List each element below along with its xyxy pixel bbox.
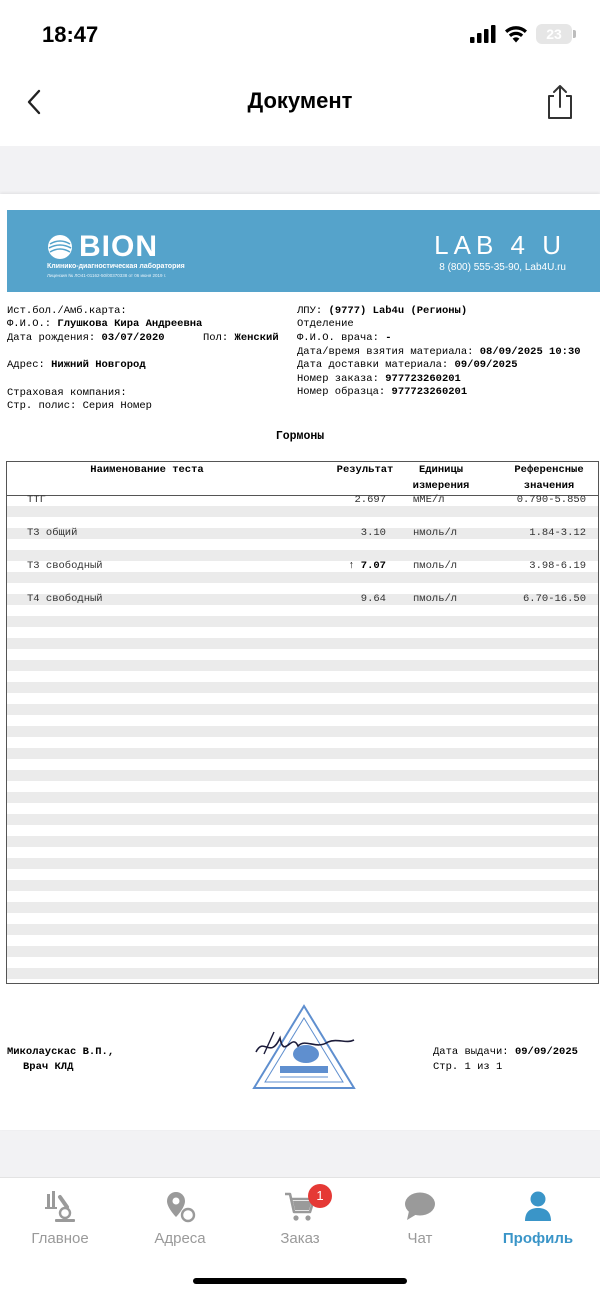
lpu-line — [297, 305, 467, 317]
sex-label: Пол: — [203, 332, 229, 344]
signature-doctor — [7, 1045, 114, 1075]
test-result: 9.64 — [360, 593, 386, 605]
test-name: Т4 свободный — [27, 593, 103, 605]
address-label: Адрес: — [7, 359, 45, 371]
bion-license: Лицензия № ЛО41-01162-50/00370338 от 06 июня 2019 г. — [47, 273, 167, 278]
page-counter: Стр. 1 из 1 — [433, 1061, 503, 1073]
signature-issue — [433, 1045, 578, 1075]
tab-addresses-label: Адреса — [154, 1230, 206, 1247]
lab4u-contacts: 8 (800) 555-35-90, Lab4U.ru — [439, 262, 566, 273]
top-gray-band — [0, 146, 600, 194]
status-time: 18:47 — [42, 22, 99, 47]
col-units-header-1: Единицы — [418, 464, 464, 476]
tab-profile[interactable] — [478, 1188, 598, 1252]
tab-order-label: Заказ — [280, 1230, 320, 1247]
sample-label: Номер образца: — [297, 386, 386, 398]
test-unit: пмоль/л — [413, 593, 458, 605]
test-unit: пмоль/л — [413, 560, 458, 572]
tab-home[interactable] — [0, 1188, 120, 1252]
tab-chat[interactable] — [360, 1188, 480, 1252]
col-ref-header-2: значения — [523, 480, 575, 492]
lab-document[interactable] — [0, 194, 600, 1130]
test-result-high — [348, 560, 386, 572]
issue-date: 09/09/2025 — [514, 1046, 578, 1058]
col-units-header — [403, 462, 479, 494]
delivered-label: Дата доставки материала: — [297, 359, 449, 371]
patient-name-line — [7, 318, 202, 330]
order-label: Номер заказа: — [297, 373, 379, 385]
taken-line — [297, 346, 581, 358]
test-result: 2.697 — [354, 494, 386, 506]
page-title: Документ — [247, 88, 353, 113]
sex-value: Женский — [234, 332, 279, 344]
table-row — [7, 495, 598, 506]
col-units-header-2: измерения — [412, 480, 470, 492]
issue-date-line — [433, 1045, 578, 1060]
insurer-label: Страховая компания: — [7, 387, 127, 399]
doctor-line — [297, 332, 392, 344]
status-bar — [0, 0, 600, 70]
tab-profile-label: Профиль — [502, 1230, 574, 1247]
home-indicator — [193, 1278, 407, 1284]
test-reference: 3.98-6.19 — [529, 560, 586, 572]
table-row — [7, 561, 598, 572]
tab-chat-label: Чат — [407, 1230, 433, 1247]
bion-logo — [47, 230, 158, 264]
test-reference: 1.84-3.12 — [529, 527, 586, 539]
issue-label: Дата выдачи: — [433, 1046, 509, 1058]
card-label: Ист.бол./Амб.карта: — [7, 305, 127, 317]
sample-line — [297, 386, 467, 398]
col-name-header: Наименование теста — [90, 464, 204, 476]
policy-label: Стр. полис: Серия Номер — [7, 400, 152, 412]
lpu-value: (9777) Lab4u (Регионы) — [328, 305, 468, 317]
col-result-header: Результат — [336, 464, 394, 476]
user-icon — [523, 1190, 553, 1222]
table-header — [7, 462, 598, 496]
doctor-value: - — [385, 332, 392, 344]
order-line — [297, 373, 461, 385]
microscope-icon — [43, 1189, 77, 1223]
status-icons — [470, 24, 572, 44]
sample-number: 977723260201 — [391, 386, 468, 398]
col-ref-header-1: Референсные — [514, 464, 584, 476]
nav-header — [0, 70, 600, 146]
test-name: Т3 общий — [27, 527, 78, 539]
birth-label: Дата рождения: — [7, 332, 96, 344]
table-row — [7, 528, 598, 539]
share-button[interactable] — [542, 82, 578, 122]
cellular-signal-icon — [470, 25, 496, 43]
test-result: 7.07 — [360, 560, 386, 572]
test-result: 3.10 — [360, 527, 386, 539]
bion-subtitle: Клинико-диагностическая лаборатория — [47, 263, 185, 270]
bion-globe-icon — [47, 234, 73, 260]
doctor-name: Миколаускас В.П., — [7, 1046, 115, 1058]
results-table — [6, 461, 599, 984]
delivered-value: 09/09/2025 — [454, 359, 518, 371]
bion-brand: BION — [79, 230, 158, 263]
col-ref-header — [501, 462, 597, 494]
taken-value: 08/09/2025 10:30 — [479, 346, 581, 358]
doctor-position: Врач КЛД — [23, 1061, 74, 1073]
map-pin-icon — [164, 1189, 196, 1223]
wifi-icon — [504, 25, 528, 43]
cart-badge: 1 — [308, 1184, 332, 1208]
address-value: Нижний Новгород — [51, 359, 146, 371]
taken-label: Дата/время взятия материала: — [297, 346, 474, 358]
test-reference: 6.70-16.50 — [522, 593, 586, 605]
sex-line — [203, 332, 279, 344]
test-unit: нмоль/л — [413, 527, 458, 539]
test-name: ТТГ — [27, 494, 46, 506]
table-row — [7, 594, 598, 605]
dept-label: Отделение — [297, 318, 354, 330]
section-title: Гормоны — [275, 430, 325, 443]
patient-name: Глушкова Кира Андреевна — [57, 318, 203, 330]
test-name: Т3 свободный — [27, 560, 103, 572]
name-label: Ф.И.О.: — [7, 318, 52, 330]
lpu-label: ЛПУ: — [297, 305, 323, 317]
tab-addresses[interactable] — [120, 1188, 240, 1252]
lab-stamp-icon — [250, 1002, 358, 1092]
test-reference: 0.790-5.850 — [516, 494, 586, 506]
tab-order[interactable] — [240, 1188, 360, 1252]
chat-bubble-icon — [403, 1190, 437, 1222]
birth-line — [7, 332, 165, 344]
lab4u-brand: LAB 4 U — [434, 230, 566, 260]
doctor-label: Ф.И.О. врача: — [297, 332, 379, 344]
high-flag-arrow: ↑ — [348, 560, 355, 572]
order-number: 977723260201 — [385, 373, 461, 385]
share-icon — [545, 84, 575, 120]
address-line — [7, 359, 146, 371]
bottom-gray-band — [0, 1130, 600, 1177]
delivered-line — [297, 359, 518, 371]
birth-date: 03/07/2020 — [101, 332, 165, 344]
lab-banner — [7, 210, 600, 292]
battery-icon: 23 — [536, 24, 572, 44]
tab-home-label: Главное — [31, 1230, 89, 1247]
test-unit: мМЕ/л — [413, 494, 445, 506]
